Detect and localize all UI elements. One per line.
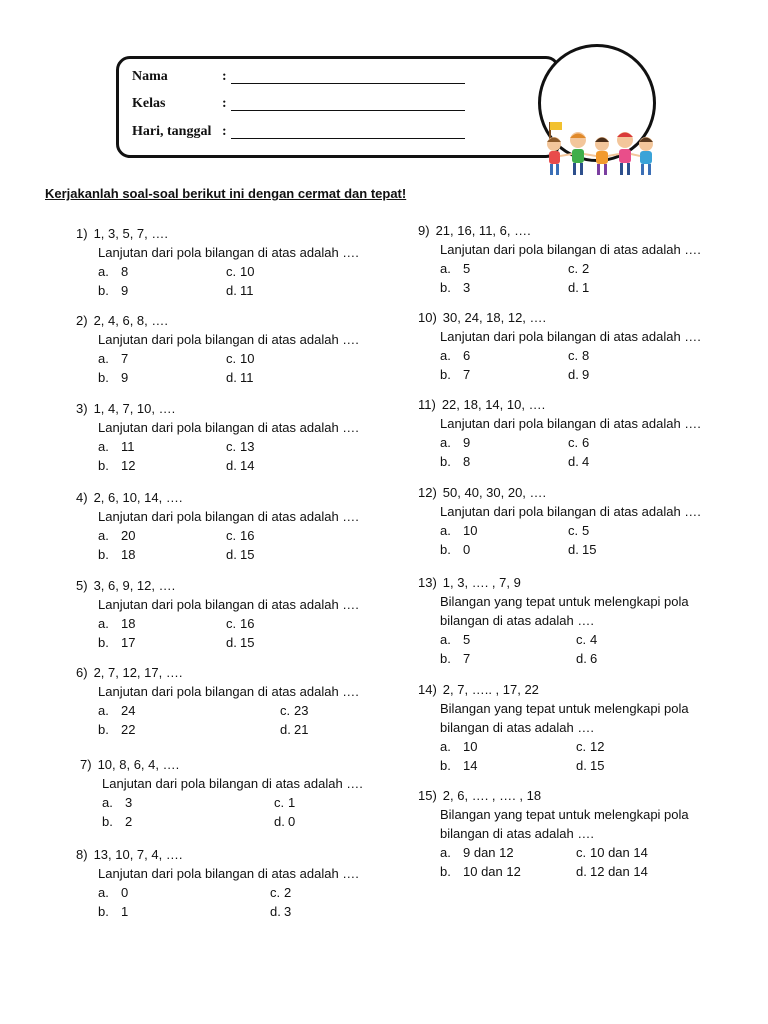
option-value: 0 [288, 814, 296, 829]
option-value: 12 [121, 458, 136, 473]
option-value: 3 [284, 904, 292, 919]
option-letter: c. [226, 264, 237, 279]
name-colon: : [222, 69, 227, 84]
answer-option[interactable] [440, 649, 470, 668]
answer-option[interactable] [274, 812, 295, 831]
option-value: 10 [240, 351, 255, 366]
option-letter: c. [226, 528, 237, 543]
number-sequence: 2, 6, 10, 14, …. [93, 490, 183, 505]
option-value: 1 [582, 280, 590, 295]
question-item [76, 399, 359, 475]
option-letter: c. [576, 845, 587, 860]
option-value: 14 [463, 758, 478, 773]
answer-option[interactable] [568, 259, 589, 278]
question-prompt: bilangan di atas adalah …. [440, 826, 594, 841]
option-value: 17 [121, 635, 136, 650]
question-number: 7) [80, 757, 92, 772]
answer-option[interactable] [440, 630, 470, 649]
number-sequence: 30, 24, 18, 12, …. [442, 310, 547, 325]
option-letter: c. [568, 523, 579, 538]
option-value: 10 [240, 264, 255, 279]
answer-options [98, 349, 359, 387]
option-letter: b. [440, 454, 451, 469]
question-item [80, 755, 363, 831]
option-letter: b. [98, 635, 109, 650]
question-prompt: Lanjutan dari pola bilangan di atas adalah …. [440, 242, 701, 257]
option-letter: c. [576, 632, 587, 647]
answer-option[interactable] [576, 737, 604, 756]
option-value: 11 [240, 283, 254, 298]
answer-option[interactable] [226, 456, 254, 475]
answer-option[interactable] [98, 526, 135, 545]
option-letter: b. [98, 904, 109, 919]
answer-option[interactable] [270, 883, 291, 902]
option-letter: c. [270, 885, 281, 900]
question-prompt: Lanjutan dari pola bilangan di atas adalah …. [98, 245, 359, 260]
answer-option[interactable] [440, 862, 521, 881]
question-header [76, 576, 359, 595]
option-letter: b. [98, 458, 109, 473]
question-number: 12) [418, 485, 437, 500]
option-value: 3 [125, 795, 133, 810]
question-prompt: Bilangan yang tepat untuk melengkapi pola [440, 807, 689, 822]
answer-option[interactable] [576, 862, 648, 881]
question-number: 10) [418, 310, 437, 325]
number-sequence: 13, 10, 7, 4, …. [93, 847, 183, 862]
option-letter: d. [576, 864, 587, 879]
answer-option[interactable] [98, 902, 128, 921]
option-value: 0 [463, 542, 471, 557]
option-value: 7 [463, 367, 471, 382]
option-value: 21 [294, 722, 309, 737]
option-letter: d. [226, 635, 237, 650]
option-value: 15 [582, 542, 597, 557]
option-letter: d. [568, 367, 579, 382]
option-value: 9 [121, 283, 129, 298]
answer-options [440, 630, 689, 668]
option-value: 18 [121, 547, 136, 562]
answer-option[interactable] [98, 614, 135, 633]
answer-options [98, 614, 359, 652]
option-letter: d. [270, 904, 281, 919]
answer-option[interactable] [226, 526, 254, 545]
option-letter: a. [440, 523, 451, 538]
answer-option[interactable] [440, 540, 470, 559]
answer-option[interactable] [226, 368, 254, 387]
option-value: 9 [463, 435, 471, 450]
class-colon: : [222, 96, 227, 111]
question-number: 14) [418, 682, 437, 697]
option-letter: d. [226, 283, 237, 298]
question-header [418, 680, 689, 699]
number-sequence: 1, 3, 5, 7, …. [93, 226, 168, 241]
question-number: 3) [76, 401, 88, 416]
option-value: 1 [121, 904, 129, 919]
option-value: 24 [121, 703, 136, 718]
number-sequence: 2, 4, 6, 8, …. [93, 313, 168, 328]
option-value: 8 [121, 264, 129, 279]
answer-option[interactable] [98, 633, 135, 652]
option-letter: c. [576, 739, 587, 754]
question-prompt: Bilangan yang tepat untuk melengkapi pola [440, 701, 689, 716]
option-value: 15 [240, 635, 255, 650]
question-prompt: Lanjutan dari pola bilangan di atas adalah …. [102, 776, 363, 791]
option-letter: c. [568, 435, 579, 450]
option-letter: b. [440, 651, 451, 666]
question-header [418, 221, 701, 240]
question-item [418, 395, 701, 471]
option-value: 2 [284, 885, 292, 900]
answer-option[interactable] [102, 812, 132, 831]
option-value: 13 [240, 439, 255, 454]
option-value: 12 dan 14 [590, 864, 648, 879]
answer-option[interactable] [226, 545, 254, 564]
option-letter: b. [98, 370, 109, 385]
option-value: 1 [288, 795, 296, 810]
answer-option[interactable] [440, 259, 470, 278]
option-value: 2 [125, 814, 133, 829]
option-value: 4 [582, 454, 590, 469]
number-sequence: 50, 40, 30, 20, …. [442, 485, 547, 500]
answer-option[interactable] [440, 278, 470, 297]
question-number: 9) [418, 223, 430, 238]
answer-options [98, 437, 359, 475]
answer-option[interactable] [98, 701, 135, 720]
option-letter: a. [440, 739, 451, 754]
option-value: 10 dan 14 [590, 845, 648, 860]
question-prompt: Lanjutan dari pola bilangan di atas adalah …. [98, 420, 359, 435]
question-item [76, 576, 359, 652]
answer-options [440, 433, 701, 471]
question-number: 15) [418, 788, 437, 803]
question-header [418, 483, 701, 502]
question-number: 2) [76, 313, 88, 328]
question-prompt: Bilangan yang tepat untuk melengkapi pola [440, 594, 689, 609]
question-item [76, 224, 359, 300]
option-letter: a. [98, 439, 109, 454]
answer-options [102, 793, 363, 831]
option-letter: b. [440, 758, 451, 773]
option-value: 6 [590, 651, 598, 666]
number-sequence: 2, 6, …. , …. , 18 [442, 788, 542, 803]
option-letter: a. [98, 616, 109, 631]
answer-option[interactable] [98, 368, 128, 387]
option-letter: b. [440, 367, 451, 382]
answer-option[interactable] [440, 843, 514, 862]
option-letter: d. [568, 280, 579, 295]
answer-options [98, 883, 359, 921]
answer-option[interactable] [280, 720, 308, 739]
answer-option[interactable] [226, 633, 254, 652]
option-letter: c. [280, 703, 291, 718]
answer-option[interactable] [98, 262, 128, 281]
option-value: 14 [240, 458, 255, 473]
option-value: 6 [582, 435, 590, 450]
option-letter: a. [98, 528, 109, 543]
option-letter: d. [576, 651, 587, 666]
answer-option[interactable] [576, 843, 648, 862]
option-value: 15 [240, 547, 255, 562]
question-number: 6) [76, 665, 88, 680]
date-label: Hari, tanggal [132, 124, 212, 139]
number-sequence: 22, 18, 14, 10, …. [441, 397, 546, 412]
number-sequence: 1, 3, …. , 7, 9 [442, 575, 521, 590]
option-value: 5 [463, 261, 471, 276]
answer-option[interactable] [226, 614, 254, 633]
answer-option[interactable] [98, 437, 135, 456]
answer-option[interactable] [576, 630, 597, 649]
answer-option[interactable] [98, 720, 135, 739]
answer-options [440, 259, 701, 297]
name-blank-line[interactable] [231, 83, 465, 84]
question-number: 11) [418, 397, 436, 412]
answer-option[interactable] [568, 452, 589, 471]
question-header [418, 395, 701, 414]
question-item [418, 786, 689, 881]
answer-options [98, 701, 359, 739]
option-letter: a. [440, 348, 451, 363]
option-value: 9 [582, 367, 590, 382]
answer-options [440, 843, 689, 881]
option-letter: a. [440, 845, 451, 860]
identity-box [116, 56, 560, 158]
answer-option[interactable] [226, 437, 254, 456]
option-letter: c. [568, 261, 579, 276]
question-item [76, 845, 359, 921]
question-prompt: Lanjutan dari pola bilangan di atas adalah …. [440, 504, 701, 519]
option-value: 4 [590, 632, 598, 647]
name-label: Nama [132, 69, 168, 84]
answer-option[interactable] [568, 433, 589, 452]
option-letter: b. [98, 547, 109, 562]
question-header [76, 845, 359, 864]
question-number: 4) [76, 490, 88, 505]
question-prompt: Lanjutan dari pola bilangan di atas adalah …. [98, 866, 359, 881]
option-letter: d. [226, 458, 237, 473]
option-value: 11 [240, 370, 254, 385]
answer-option[interactable] [440, 737, 477, 756]
question-number: 1) [76, 226, 88, 241]
option-value: 16 [240, 616, 255, 631]
answer-option[interactable] [440, 521, 477, 540]
option-letter: c. [226, 439, 237, 454]
question-prompt: Lanjutan dari pola bilangan di atas adalah …. [98, 332, 359, 347]
option-letter: d. [568, 454, 579, 469]
number-sequence: 10, 8, 6, 4, …. [97, 757, 180, 772]
question-item [418, 680, 689, 775]
question-header [76, 311, 359, 330]
answer-option[interactable] [98, 545, 135, 564]
option-value: 22 [121, 722, 136, 737]
answer-option[interactable] [568, 346, 589, 365]
option-letter: d. [576, 758, 587, 773]
number-sequence: 1, 4, 7, 10, …. [93, 401, 176, 416]
question-item [418, 308, 701, 384]
option-letter: d. [226, 547, 237, 562]
answer-option[interactable] [568, 540, 596, 559]
option-letter: b. [440, 542, 451, 557]
option-value: 3 [463, 280, 471, 295]
class-label: Kelas [132, 96, 166, 111]
option-value: 8 [463, 454, 471, 469]
option-letter: d. [280, 722, 291, 737]
question-item [418, 573, 689, 668]
option-letter: a. [98, 703, 109, 718]
date-blank-line[interactable] [231, 138, 465, 139]
option-value: 18 [121, 616, 136, 631]
instruction-text: Kerjakanlah soal-soal berikut ini dengan cermat dan tepat! [45, 186, 407, 201]
question-number: 13) [418, 575, 437, 590]
option-value: 5 [463, 632, 471, 647]
question-prompt: bilangan di atas adalah …. [440, 720, 594, 735]
number-sequence: 21, 16, 11, 6, …. [435, 223, 531, 238]
answer-option[interactable] [568, 365, 589, 384]
question-number: 5) [76, 578, 88, 593]
option-value: 9 [121, 370, 129, 385]
question-header [76, 399, 359, 418]
option-letter: a. [440, 261, 451, 276]
answer-option[interactable] [568, 521, 589, 540]
option-letter: b. [440, 864, 451, 879]
answer-option[interactable] [274, 793, 295, 812]
answer-option[interactable] [576, 756, 604, 775]
option-letter: c. [568, 348, 579, 363]
question-header [76, 488, 359, 507]
option-value: 8 [582, 348, 590, 363]
option-value: 10 [463, 739, 478, 754]
answer-options [440, 521, 701, 559]
answer-option[interactable] [440, 756, 477, 775]
option-letter: b. [98, 283, 109, 298]
question-prompt: Lanjutan dari pola bilangan di atas adalah …. [98, 509, 359, 524]
question-item [418, 221, 701, 297]
answer-options [98, 262, 359, 300]
option-letter: c. [226, 616, 237, 631]
answer-option[interactable] [226, 349, 254, 368]
answer-option[interactable] [280, 701, 308, 720]
children-illustration-icon [540, 118, 660, 180]
number-sequence: 3, 6, 9, 12, …. [93, 578, 176, 593]
number-sequence: 2, 7, ….. , 17, 22 [442, 682, 539, 697]
answer-option[interactable] [226, 262, 254, 281]
answer-option[interactable] [270, 902, 291, 921]
option-letter: d. [226, 370, 237, 385]
option-value: 5 [582, 523, 590, 538]
option-letter: b. [440, 280, 451, 295]
option-letter: a. [98, 264, 109, 279]
question-prompt: Lanjutan dari pola bilangan di atas adalah …. [98, 684, 359, 699]
option-value: 10 dan 12 [463, 864, 521, 879]
option-value: 10 [463, 523, 478, 538]
option-letter: c. [226, 351, 237, 366]
option-value: 9 dan 12 [463, 845, 514, 860]
answer-option[interactable] [98, 349, 128, 368]
answer-options [98, 526, 359, 564]
answer-option[interactable] [102, 793, 132, 812]
question-header [80, 755, 363, 774]
question-prompt: Lanjutan dari pola bilangan di atas adalah …. [440, 329, 701, 344]
answer-options [440, 346, 701, 384]
question-item [418, 483, 701, 559]
question-header [76, 224, 359, 243]
date-colon: : [222, 124, 227, 139]
number-sequence: 2, 7, 12, 17, …. [93, 665, 183, 680]
option-value: 23 [294, 703, 309, 718]
option-letter: b. [98, 722, 109, 737]
option-letter: a. [440, 435, 451, 450]
option-value: 20 [121, 528, 136, 543]
question-prompt: Lanjutan dari pola bilangan di atas adalah …. [440, 416, 701, 431]
option-letter: a. [102, 795, 113, 810]
option-letter: d. [568, 542, 579, 557]
answer-option[interactable] [98, 883, 128, 902]
option-letter: a. [98, 351, 109, 366]
answer-option[interactable] [98, 456, 135, 475]
question-number: 8) [76, 847, 88, 862]
option-letter: c. [274, 795, 285, 810]
option-value: 12 [590, 739, 605, 754]
option-value: 11 [121, 439, 135, 454]
answer-option[interactable] [440, 452, 470, 471]
answer-option[interactable] [440, 346, 470, 365]
question-header [76, 663, 359, 682]
answer-option[interactable] [226, 281, 254, 300]
answer-options [440, 737, 689, 775]
answer-option[interactable] [440, 365, 470, 384]
question-header [418, 573, 689, 592]
option-value: 6 [463, 348, 471, 363]
option-letter: d. [274, 814, 285, 829]
option-value: 7 [463, 651, 471, 666]
question-item [76, 488, 359, 564]
answer-option[interactable] [568, 278, 589, 297]
option-letter: a. [440, 632, 451, 647]
question-item [76, 311, 359, 387]
class-blank-line[interactable] [231, 110, 465, 111]
option-value: 0 [121, 885, 129, 900]
question-prompt: bilangan di atas adalah …. [440, 613, 594, 628]
question-item [76, 663, 359, 739]
question-prompt: Lanjutan dari pola bilangan di atas adalah …. [98, 597, 359, 612]
question-header [418, 308, 701, 327]
option-value: 15 [590, 758, 605, 773]
option-letter: b. [102, 814, 113, 829]
question-header [418, 786, 689, 805]
answer-option[interactable] [576, 649, 597, 668]
option-letter: a. [98, 885, 109, 900]
option-value: 7 [121, 351, 129, 366]
answer-option[interactable] [440, 433, 470, 452]
answer-option[interactable] [98, 281, 128, 300]
option-value: 16 [240, 528, 255, 543]
option-value: 2 [582, 261, 590, 276]
